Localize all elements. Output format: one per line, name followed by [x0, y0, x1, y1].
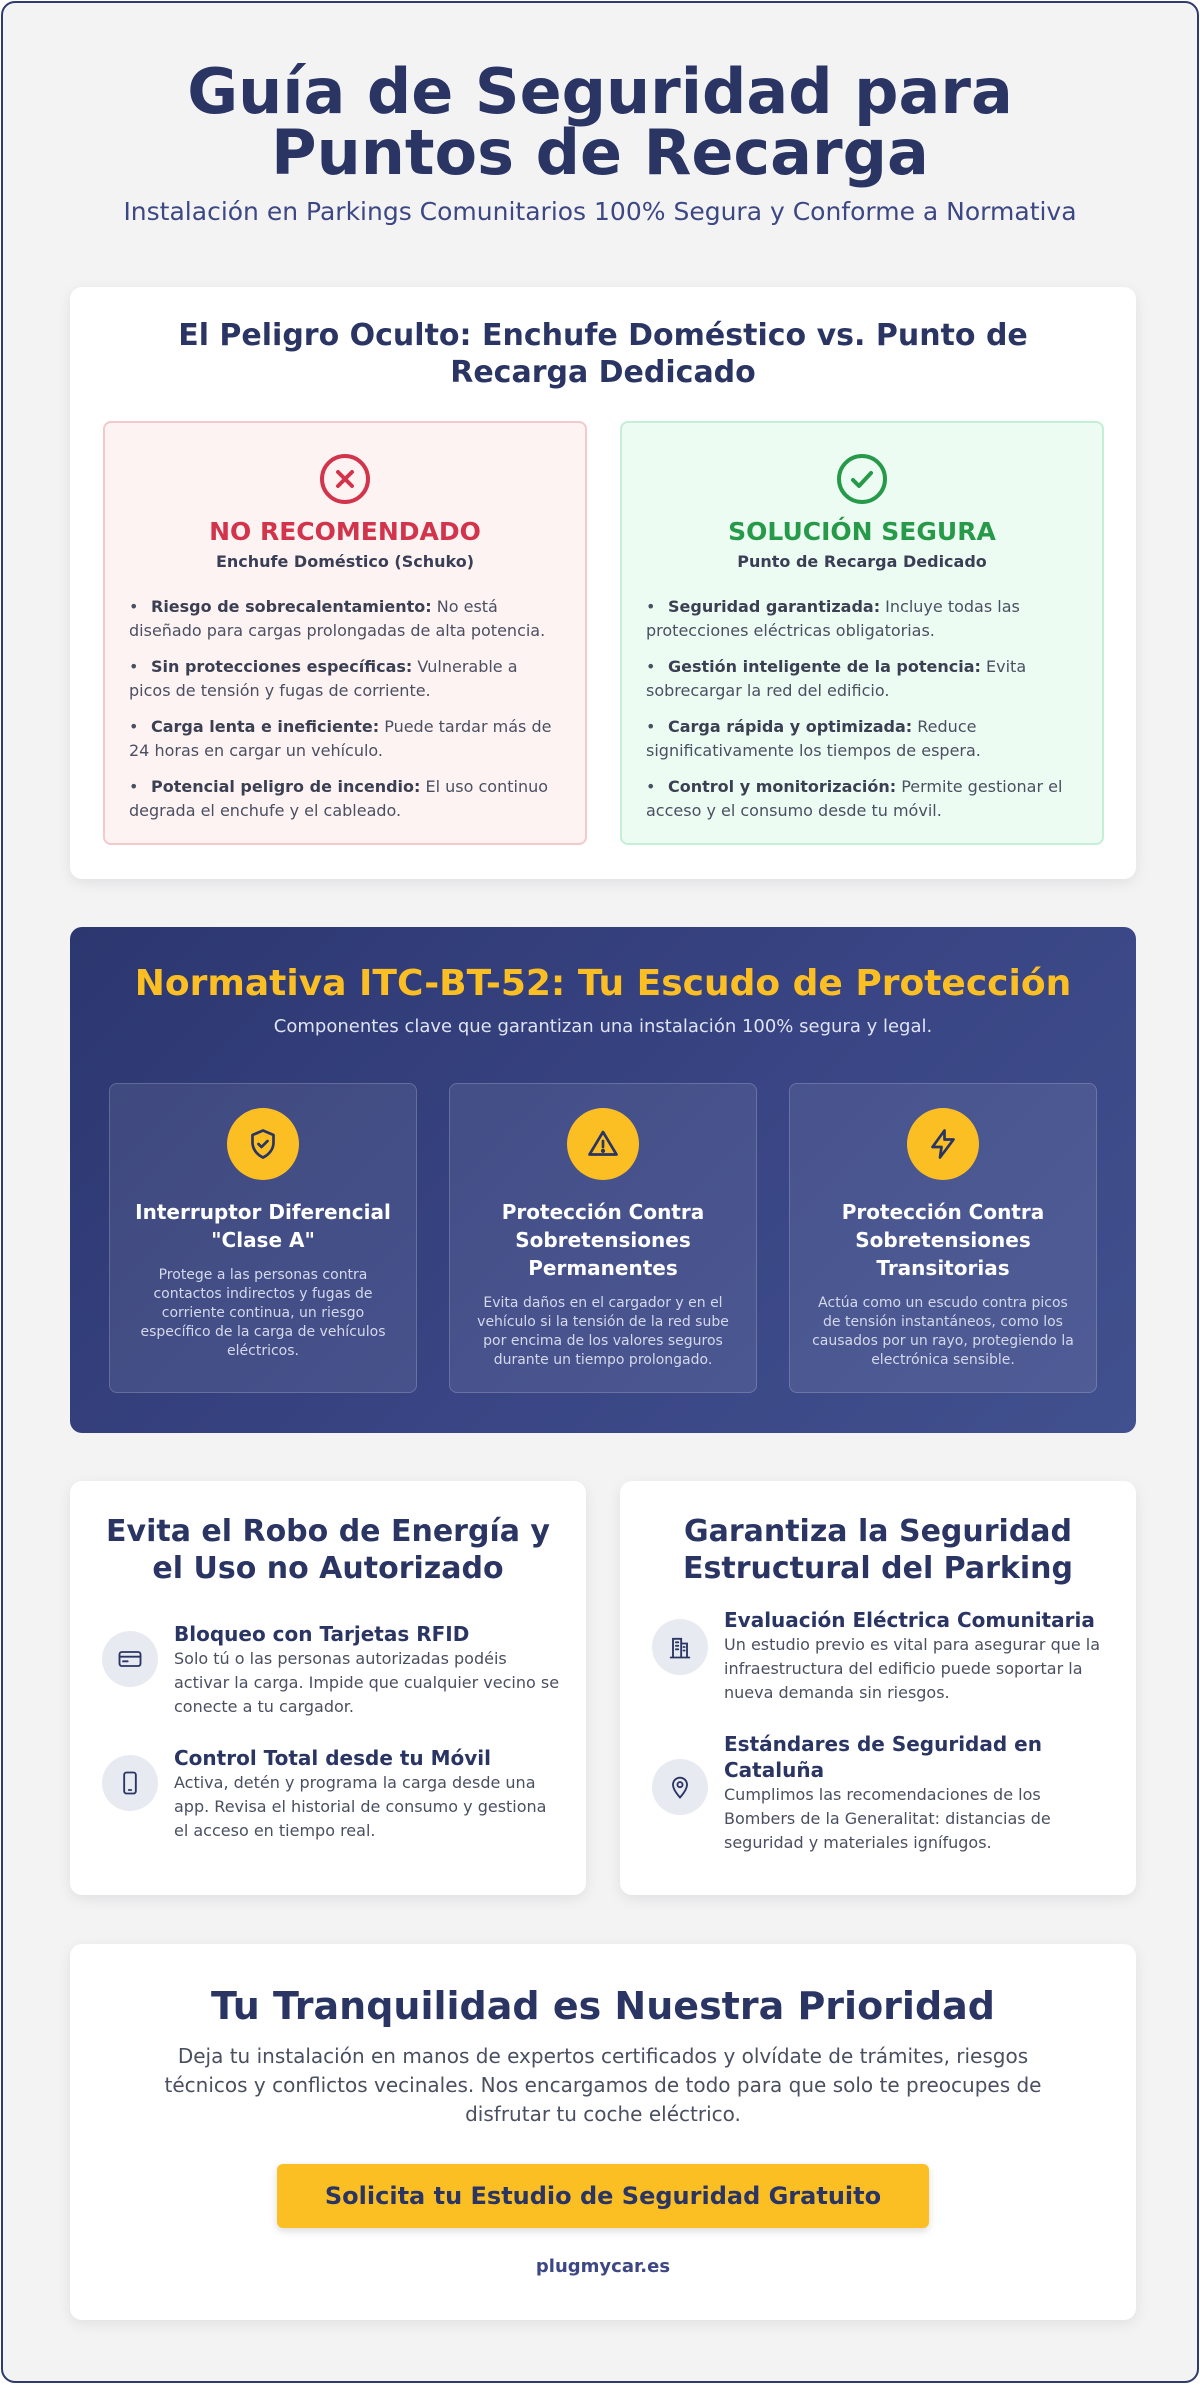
feature-differential-switch	[109, 1083, 417, 1393]
item-desc: Solo tú o las personas autorizadas podéis activar la carga. Impide que cualquier vecino se conecte a tu cargador.	[174, 1649, 560, 1716]
item-title: Estándares de Seguridad en Cataluña	[724, 1732, 1042, 1782]
list-item: • Potencial peligro de incendio: El uso continuo degrada el enchufe y el cableado.	[129, 777, 549, 820]
page-subtitle: Instalación en Parkings Comunitarios 100% Segura y Conforme a Normativa	[123, 197, 1077, 226]
comparison-title: El Peligro Oculto: Enchufe Doméstico vs. Punto de Recarga Dedicado	[178, 318, 1028, 390]
feature-desc: Evita daños en el cargador y en el vehículo si la tensión de la red sube por encima de los valores seguros durante un tiempo prolongado.	[477, 1295, 729, 1368]
feature-title: Interruptor Diferencial "Clase A"	[135, 1200, 391, 1252]
item-title: Control Total desde tu Móvil	[174, 1746, 492, 1770]
safe-solution-subtitle: Punto de Recarga Dedicado	[737, 552, 987, 571]
feature-transient-overvoltage	[789, 1083, 1097, 1393]
feature-desc: Actúa como un escudo contra picos de tensión instantáneos, como los causados por un rayo, protegiendo la electrónica sensible.	[812, 1295, 1074, 1368]
cta-title: Tu Tranquilidad es Nuestra Prioridad	[211, 1984, 995, 2028]
normativa-lead: Componentes clave que garantizan una instalación 100% segura y legal.	[273, 1016, 933, 1037]
warning-triangle-icon	[567, 1108, 639, 1180]
not-recommended-title: NO RECOMENDADO	[209, 517, 481, 546]
item-desc: Un estudio previo es vital para asegurar que la infraestructura del edificio puede soportar la nueva demanda sin riesgos.	[724, 1635, 1101, 1702]
list-item: • Sin protecciones específicas: Vulnerable a picos de tensión y fugas de corriente.	[129, 657, 518, 700]
feature-permanent-overvoltage	[449, 1083, 757, 1393]
page-frame	[1, 1, 1199, 2383]
check-circle-icon	[836, 453, 888, 505]
cta-card	[70, 1944, 1136, 2320]
list-item: • Riesgo de sobrecalentamiento: No está diseñado para cargas prolongadas de alta potencia.	[129, 597, 546, 640]
feature-title: Protección Contra Sobretensiones Permanentes	[501, 1200, 705, 1280]
not-recommended-subtitle: Enchufe Doméstico (Schuko)	[215, 552, 475, 571]
building-icon	[652, 1619, 708, 1675]
feature-desc: Protege a las personas contra contactos indirectos y fugas de corriente continua, un riesgo específico de la carga de vehículos eléctricos.	[140, 1267, 386, 1359]
credit-card-icon	[102, 1631, 158, 1687]
location-pin-icon	[652, 1759, 708, 1815]
risk-list	[129, 595, 561, 823]
lightning-icon	[907, 1108, 979, 1180]
shield-check-icon	[227, 1108, 299, 1180]
item-title: Evaluación Eléctrica Comunitaria	[724, 1608, 1095, 1632]
structural-safety-card	[620, 1481, 1136, 1895]
smartphone-icon	[102, 1755, 158, 1811]
safe-solution-title: SOLUCIÓN SEGURA	[728, 517, 996, 546]
item-desc: Cumplimos las recomendaciones de los Bombers de la Generalitat: distancias de seguridad y materiales ignífugos.	[724, 1785, 1051, 1852]
energy-theft-card	[70, 1481, 586, 1895]
energy-theft-title: Evita el Robo de Energía y el Uso no Autorizado	[106, 1514, 550, 1586]
page-header	[3, 55, 1197, 226]
safe-solution-panel	[620, 421, 1104, 845]
not-recommended-panel	[103, 421, 587, 845]
site-link[interactable]: plugmycar.es	[535, 2256, 671, 2277]
normativa-title: Normativa ITC-BT-52: Tu Escudo de Protección	[134, 963, 1072, 1004]
feature-title: Protección Contra Sobretensiones Transitorias	[841, 1200, 1045, 1280]
list-item: • Carga lenta e ineficiente: Puede tardar más de 24 horas en cargar un vehículo.	[129, 717, 552, 760]
structural-safety-title: Garantiza la Seguridad Estructural del Parking	[683, 1514, 1073, 1586]
item-title: Bloqueo con Tarjetas RFID	[174, 1622, 470, 1646]
list-item: • Gestión inteligente de la potencia: Evita sobrecargar la red del edificio.	[646, 657, 1027, 700]
page-title: Guía de Seguridad para Puntos de Recarga	[187, 55, 1013, 189]
benefit-list	[646, 595, 1078, 823]
request-study-button[interactable]: Solicita tu Estudio de Seguridad Gratuito	[277, 2164, 929, 2228]
normativa-card	[70, 927, 1136, 1433]
comparison-card	[70, 287, 1136, 879]
list-item: • Seguridad garantizada: Incluye todas las protecciones eléctricas obligatorias.	[646, 597, 1020, 640]
x-circle-icon	[319, 453, 371, 505]
list-item: • Carga rápida y optimizada: Reduce significativamente los tiempos de espera.	[646, 717, 981, 760]
list-item: • Control y monitorización: Permite gestionar el acceso y el consumo desde tu móvil.	[646, 777, 1063, 820]
cta-text: Deja tu instalación en manos de expertos certificados y olvídate de trámites, riesgos técnicos y conflictos vecinales. Nos encargamos de todo para que solo te preocupes de disfrutar tu coche eléctrico.	[164, 2044, 1042, 2126]
item-desc: Activa, detén y programa la carga desde una app. Revisa el historial de consumo y gestiona el acceso en tiempo real.	[174, 1773, 547, 1840]
